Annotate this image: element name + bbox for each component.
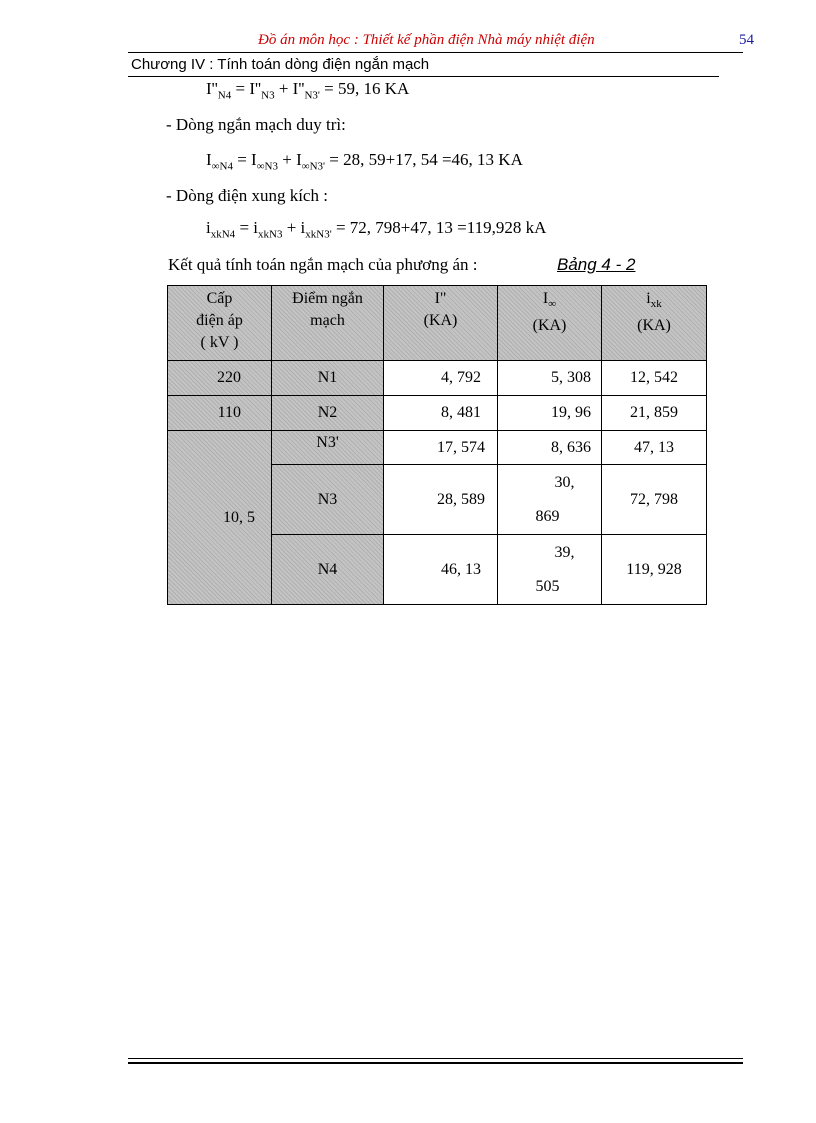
formula-line-1: $I''_{N4} = I''_{N3} + I''_{N3'} = 59$, 16 KA xyxy=(206,79,410,102)
cell-point: N3' xyxy=(272,431,384,465)
header-fault-point: Điểm ngắn mạch xyxy=(272,286,384,361)
cell-i2: 4, 792 xyxy=(384,361,498,396)
cell-i2: 17, 574 xyxy=(384,431,498,465)
header-i-subtransient: I" (KA) xyxy=(384,286,498,361)
document-header-title: Đồ án môn học : Thiết kế phần điện Nhà máy nhiệt điện xyxy=(258,32,595,48)
cell-point: N1 xyxy=(272,361,384,396)
cell-ixk: 47, 13 xyxy=(602,431,707,465)
cell-i2: 46, 13 xyxy=(384,535,498,605)
cell-i2: 8, 481 xyxy=(384,396,498,431)
footer-rule-thick xyxy=(128,1062,743,1064)
heading-sustained-current: - Dòng ngắn mạch duy trì: xyxy=(166,115,346,134)
header-i-impulse: $i_{xk}$ (KA) xyxy=(602,286,707,361)
table-row xyxy=(168,431,707,465)
cell-ixk: 119, 928 xyxy=(602,535,707,605)
cell-ixk: 21, 859 xyxy=(602,396,707,431)
table-row xyxy=(168,361,707,396)
cell-iinf: 39, 505 xyxy=(498,535,602,605)
cell-point: N3 xyxy=(272,465,384,535)
cell-iinf: 30, 869 xyxy=(498,465,602,535)
header-rule xyxy=(128,52,743,53)
chapter-title: Chương IV : Tính toán dòng điện ngắn mạch xyxy=(131,56,430,73)
cell-voltage: 220 xyxy=(168,361,272,396)
cell-point: N2 xyxy=(272,396,384,431)
page-number: 54 xyxy=(739,32,754,48)
formula-line-3: $i_{xkN4} = i_{xkN3} + i_{xkN3'} = 72$, 798+47, 13 =119,928 kA xyxy=(206,218,547,241)
header-voltage: Cấp điện áp ( kV ) xyxy=(168,286,272,361)
cell-iinf: 5, 308 xyxy=(498,361,602,396)
cell-ixk: 72, 798 xyxy=(602,465,707,535)
cell-voltage: 110 xyxy=(168,396,272,431)
cell-iinf: 8, 636 xyxy=(498,431,602,465)
formula-line-2: $I_{\infty N4} = I_{\infty N3} + I_{\infty N3'} = 28$, 59+17, 54 =46, 13 KA xyxy=(206,150,523,173)
table-label: Bảng 4 - 2 xyxy=(557,255,636,274)
header-i-steady: $I_\infty$ (KA) xyxy=(498,286,602,361)
cell-ixk: 12, 542 xyxy=(602,361,707,396)
footer-rule-thin xyxy=(128,1058,743,1059)
table-header-row xyxy=(168,286,707,361)
table-caption: Kết quả tính toán ngắn mạch của phương án : xyxy=(168,255,478,274)
cell-iinf: 19, 96 xyxy=(498,396,602,431)
cell-i2: 28, 589 xyxy=(384,465,498,535)
cell-voltage: 10, 5 xyxy=(168,431,272,605)
table-row xyxy=(168,396,707,431)
results-table xyxy=(167,285,707,605)
heading-impulse-current: - Dòng điện xung kích : xyxy=(166,186,328,205)
chapter-rule xyxy=(128,76,719,77)
cell-point: N4 xyxy=(272,535,384,605)
